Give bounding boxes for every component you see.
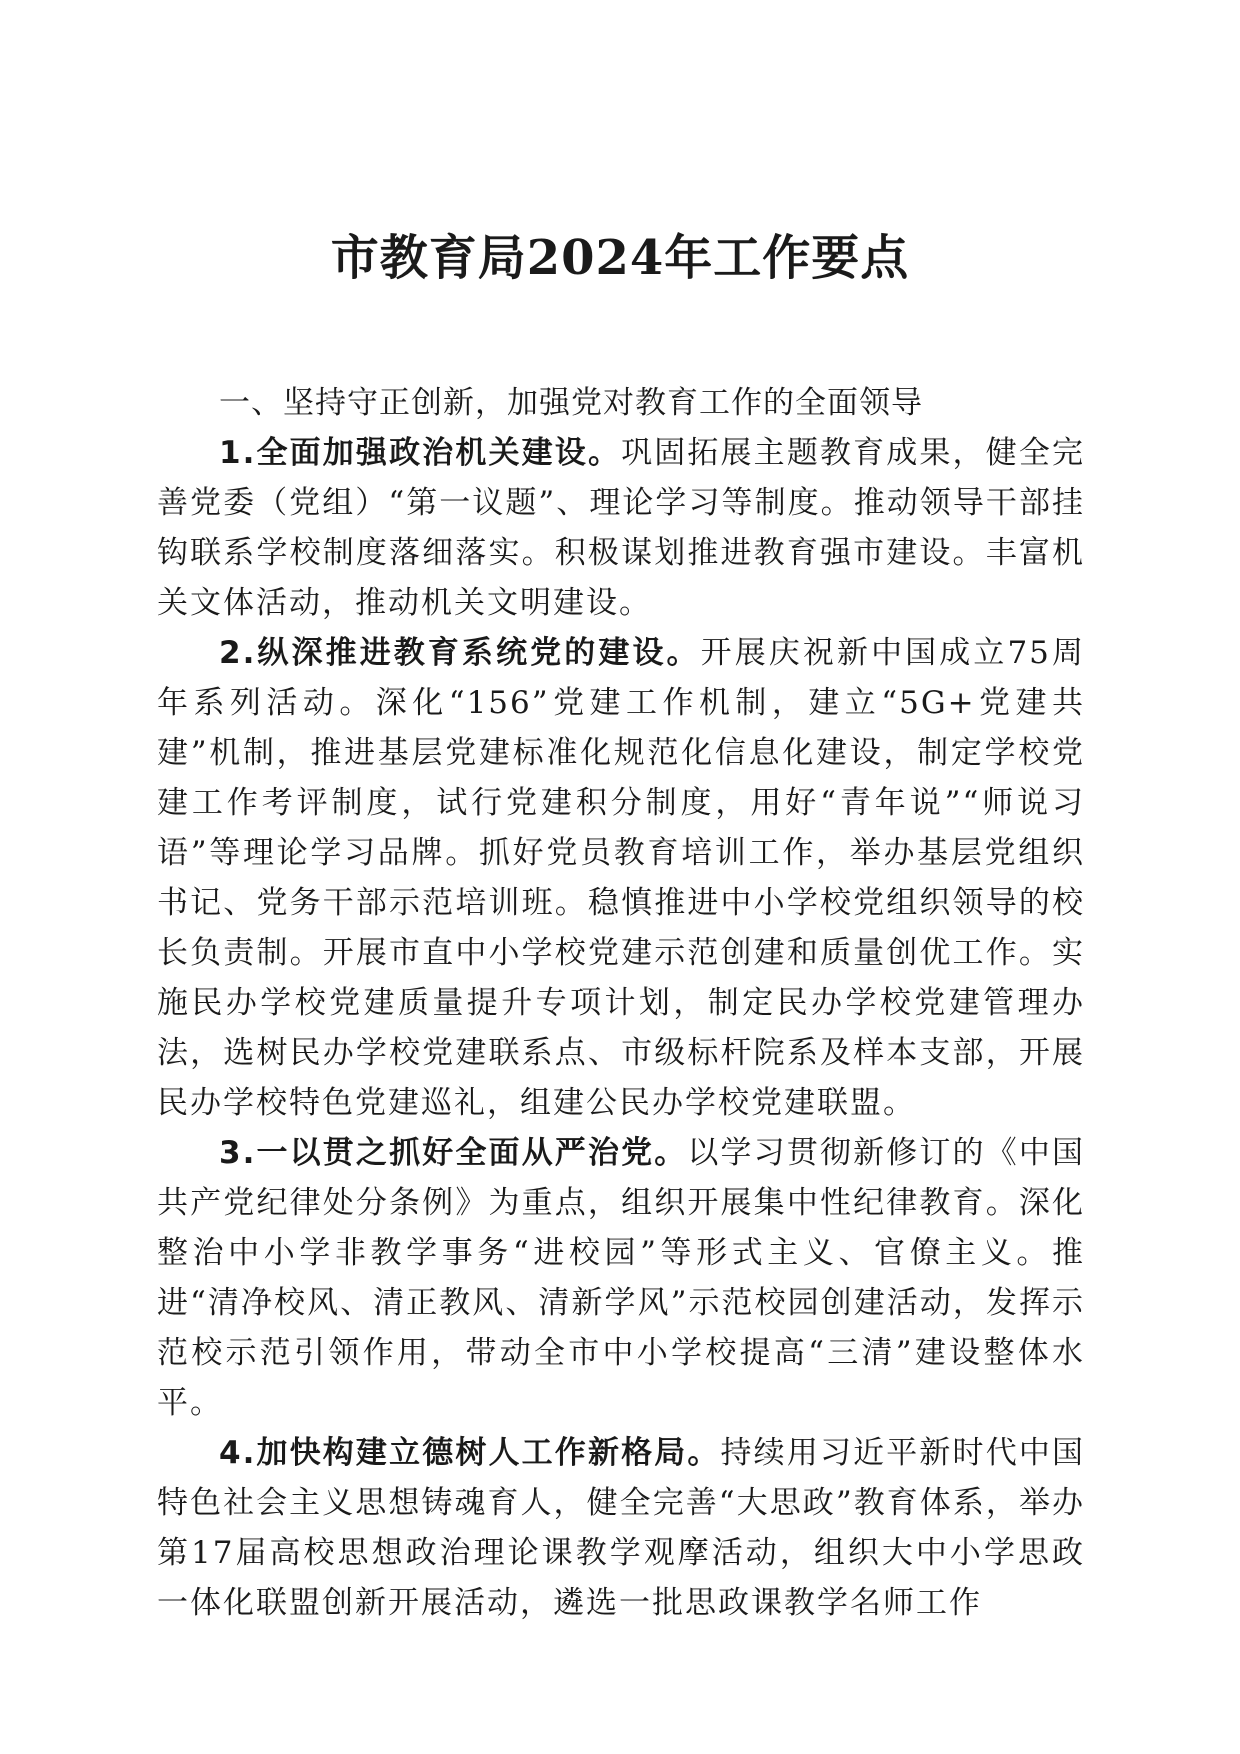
- paragraph-lead: 2.纵深推进教育系统党的建设。: [219, 635, 701, 671]
- paragraph-item-3: [157, 1128, 1085, 1428]
- paragraph-text: 巩固拓展主题教育成果，健全完善党委（党组）“第一议题”、理论学习等制度。推动领导干部挂钩联系学校制度落细落实。积极谋划推进教育强市建设。丰富机关文体活动，推动机关文明建设。: [157, 435, 1085, 621]
- paragraph-text: 以学习贯彻新修订的《中国共产党纪律处分条例》为重点，组织开展集中性纪律教育。深化整治中小学非教学事务“进校园”等形式主义、官僚主义。推进“清净校风、清正教风、清新学风”示范校园创建活动，发挥示范校示范引领作用，带动全市中小学校提高“三清”建设整体水平。: [157, 1135, 1085, 1421]
- paragraph-item-4: [157, 1428, 1085, 1628]
- paragraph-item-2: [157, 628, 1085, 1128]
- document-title: 市教育局2024年工作要点: [330, 230, 910, 286]
- section-heading: 一、坚持守正创新，加强党对教育工作的全面领导: [219, 385, 923, 421]
- document-body: [157, 378, 1085, 1628]
- paragraph-lead: 4.加快构建立德树人工作新格局。: [219, 1435, 721, 1471]
- paragraph-lead: 1.全面加强政治机关建设。: [219, 435, 622, 471]
- paragraph-text: 开展庆祝新中国成立75周年系列活动。深化“156”党建工作机制，建立“5G+党建共建”机制，推进基层党建标准化规范化信息化建设，制定学校党建工作考评制度，试行党建积分制度，用好“青年说”“师说习语”等理论学习品牌。抓好党员教育培训工作，举办基层党组织书记、党务干部示范培训班。稳慎推进中小学校党组织领导的校长负责制。开展市直中小学校党建示范创建和质量创优工作。实施民办学校党建质量提升专项计划，制定民办学校党建管理办法，选树民办学校党建联系点、市级标杆院系及样本支部，开展民办学校特色党建巡礼，组建公民办学校党建联盟。: [157, 635, 1085, 1121]
- paragraph-item-1: [157, 428, 1085, 628]
- paragraph-text: 持续用习近平新时代中国特色社会主义思想铸魂育人，健全完善“大思政”教育体系，举办第17届高校思想政治理论课教学观摩活动，组织大中小学思政一体化联盟创新开展活动，遴选一批思政课教学名师工作: [157, 1435, 1085, 1621]
- paragraph-lead: 3.一以贯之抓好全面从严治党。: [219, 1135, 688, 1171]
